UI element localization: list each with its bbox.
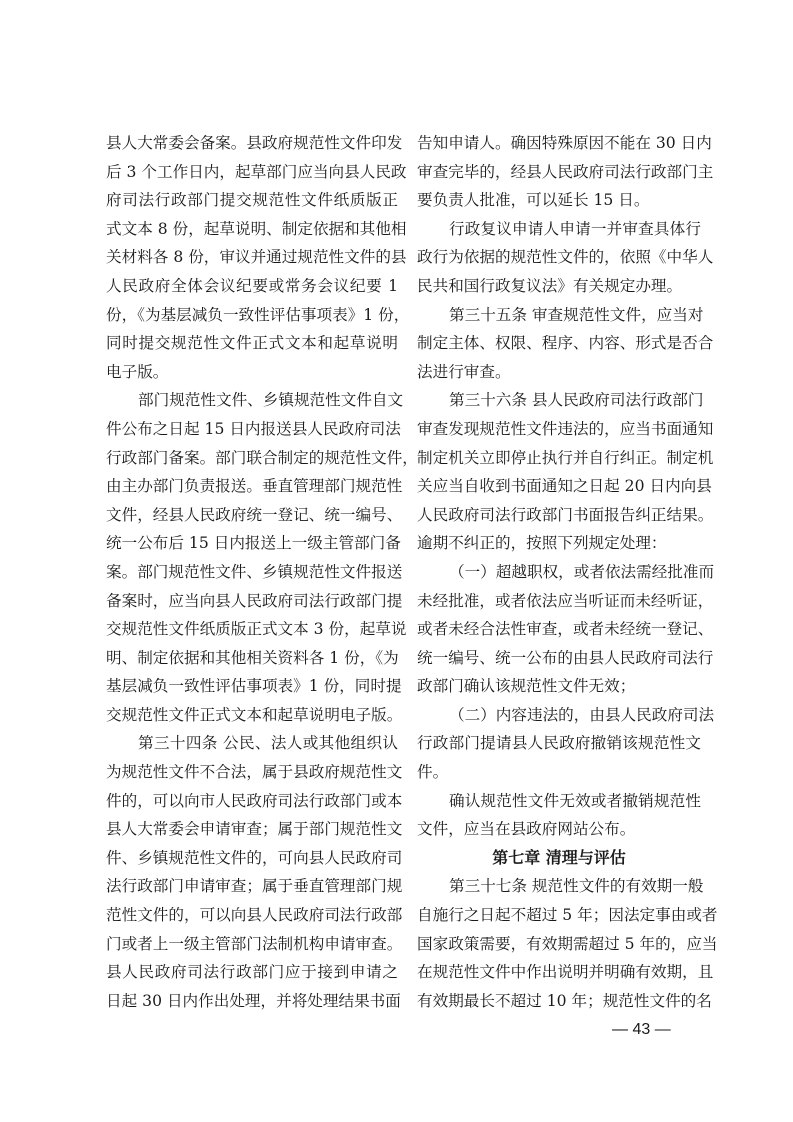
text-line: 县人大常委会申请审查；属于部门规范性文	[106, 820, 403, 839]
text-line: 第三十七条 规范性文件的有效期一般	[449, 877, 704, 896]
text-line: 电子版。	[106, 362, 169, 381]
paragraph	[417, 701, 715, 787]
text-line: 逾期不纠正的，按照下列规定处理：	[417, 534, 667, 553]
text-line: 民共和国行政复议法》有关规定办理。	[417, 276, 683, 295]
text-line: 人民政府司法行政部门书面报告纠正结果。	[417, 505, 714, 524]
paragraph	[417, 872, 718, 1015]
paragraph	[417, 558, 715, 701]
text-line: 第三十五条 审查规范性文件，应当对	[449, 305, 704, 324]
text-line: 县人民政府司法行政部门应于接到申请之	[106, 963, 398, 982]
text-line: 自施行之日起不超过 5 年；因法定事由或者	[417, 906, 718, 925]
text-line: 为规范性文件不合法，属于县政府规范性文	[106, 763, 403, 782]
page-number: — 43 —	[612, 1021, 671, 1038]
text-line: 部门规范性文件、乡镇规范性文件自文	[138, 391, 404, 410]
text-line: 同时提交规范性文件正式文本和起草说明	[106, 334, 398, 353]
text-line: 件。	[417, 763, 449, 782]
text-line: （一）超越职权，或者依法需经批准而	[449, 562, 715, 581]
text-line: 县人大常委会备案。县政府规范性文件印发	[106, 134, 403, 152]
text-line: 告知申请人。确因特殊原因不能在 30 日内	[417, 134, 712, 152]
paragraph	[106, 386, 418, 729]
text-line: 制定主体、权限、程序、内容、形式是否合	[417, 334, 714, 353]
text-line: 交规范性文件正式文本和起草说明电子版。	[106, 705, 403, 724]
text-line: 第三十六条 县人民政府司法行政部门	[449, 391, 704, 410]
text-line: 式文本 8 份，起草说明、制定依据和其他相	[106, 219, 407, 238]
chapter-heading: 第七章 清理与评估	[492, 847, 626, 867]
text-line: 法行政部门申请审查；属于垂直管理部门规	[106, 877, 403, 896]
text-line: 文件，应当在县政府网站公布。	[417, 820, 636, 839]
text-line: 由主办部门负责报送。垂直管理部门规范性	[106, 477, 403, 496]
paragraph	[417, 215, 714, 301]
text-line: 交规范性文件纸质版正式文本 3 份，起草说	[106, 620, 407, 639]
text-line: 确认规范性文件无效或者撤销规范性	[449, 791, 701, 810]
text-line: 基层减负一致性评估事项表》1 份，同时提	[106, 677, 402, 696]
text-line: 未经批准，或者依法应当听证而未经听证，	[417, 591, 714, 610]
text-line: 在规范性文件中作出说明并明确有效期，且	[417, 963, 714, 982]
text-line: 有效期最长不超过 10 年；规范性文件的名	[417, 991, 712, 1010]
text-line: 件的，可以向市人民政府司法行政部门或本	[106, 791, 403, 810]
text-line: 审查发现规范性文件违法的，应当书面通知	[417, 419, 714, 438]
paragraph	[417, 129, 714, 215]
text-line: 关材料各 8 份，审议并通过规范性文件的县	[106, 248, 407, 267]
text-line: 日起 30 日内作出处理，并将处理结果书面	[106, 991, 401, 1010]
paragraph	[417, 386, 714, 558]
text-line: （二）内容违法的，由县人民政府司法	[449, 705, 715, 724]
paragraph	[106, 729, 403, 1015]
text-line: 政部门确认该规范性文件无效；	[417, 677, 636, 696]
text-line: 要负责人批准，可以延长 15 日。	[417, 191, 650, 210]
paragraph	[106, 129, 410, 386]
text-line: 范性文件的，可以向县人民政府司法行政部	[106, 906, 403, 925]
text-line: 件、乡镇规范性文件的，可向县人民政府司	[106, 848, 403, 867]
text-line: 第三十四条 公民、法人或其他组织认	[138, 734, 398, 753]
text-line: 行政部门备案。部门联合制定的规范性文件，	[106, 448, 418, 467]
text-line: 人民政府全体会议纪要或常务会议纪要 1	[106, 276, 398, 295]
text-line: 关应当自收到书面通知之日起 20 日内向县	[417, 477, 712, 496]
text-line: 行政复议申请人申请一并审查具体行	[449, 219, 701, 238]
text-line: 案。部门规范性文件、乡镇规范性文件报送	[106, 562, 403, 581]
text-line: 或者未经合法性审查，或者未经统一登记、	[417, 620, 714, 639]
text-line: 审查完毕的，经县人民政府司法行政部门主	[417, 162, 714, 181]
text-line: 制定机关立即停止执行并自行纠正。制定机	[417, 448, 714, 467]
text-line: 统一编号、统一公布的由县人民政府司法行	[417, 648, 714, 667]
text-line: 国家政策需要，有效期需超过 5 年的，应当	[417, 934, 718, 953]
text-line: 行政部门提请县人民政府撤销该规范性文	[417, 734, 701, 753]
text-line: 后 3 个工作日内，起草部门应当向县人民政	[106, 162, 407, 181]
text-line: 份，《为基层减负一致性评估事项表》1 份，	[106, 305, 410, 324]
left-text-column	[106, 129, 418, 1015]
text-line: 府司法行政部门提交规范性文件纸质版正	[106, 191, 398, 210]
text-line: 备案时，应当向县人民政府司法行政部门提	[106, 591, 403, 610]
text-line: 门或者上一级主管部门法制机构申请审查。	[106, 934, 403, 953]
text-line: 政行为依据的规范性文件的，依照《中华人	[417, 248, 714, 267]
text-line: 文件，经县人民政府统一登记、统一编号、	[106, 505, 403, 524]
right-text-column	[417, 129, 718, 1015]
text-line: 明、制定依据和其他相关资料各 1 份，《为	[106, 648, 399, 667]
text-line: 法进行审查。	[417, 362, 511, 381]
paragraph	[417, 787, 701, 844]
text-line: 统一公布后 15 日内报送上一级主管部门备	[106, 534, 401, 553]
text-line: 件公布之日起 15 日内报送县人民政府司法	[106, 419, 401, 438]
paragraph	[417, 301, 714, 387]
